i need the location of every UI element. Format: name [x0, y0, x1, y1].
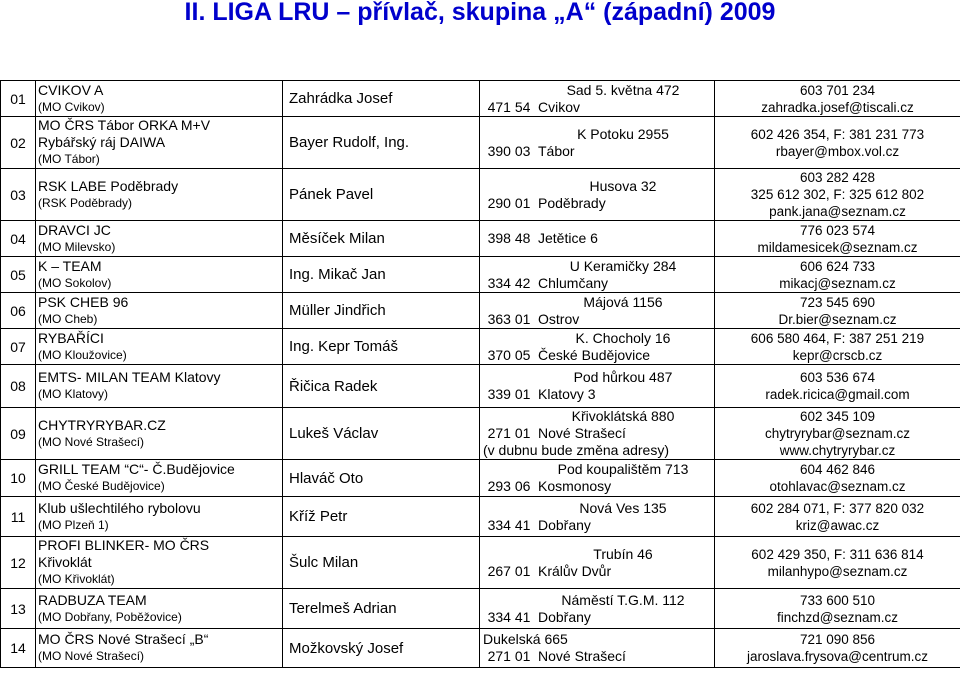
team-address-cell [480, 257, 715, 293]
team-address-cell [480, 408, 715, 460]
address-text: Trubín 46 [593, 545, 653, 562]
contact-info-line: jaroslava.frysova@centrum.cz [746, 649, 928, 664]
table-row [1, 629, 960, 668]
address-text: Klatovy 3 [538, 386, 596, 402]
team-club-cell [36, 365, 283, 408]
table-row [1, 329, 960, 365]
address-text: Nová Ves 135 [579, 499, 667, 516]
team-name: CHYTRYRYBAR.CZ [38, 416, 166, 433]
table-row [1, 537, 960, 589]
contact-info-line: 733 600 510 [799, 592, 876, 608]
team-contact-info [715, 365, 960, 408]
postal-code: 398 48 [487, 230, 531, 246]
team-club-cell [36, 589, 283, 629]
team-contact-info [715, 537, 960, 589]
address-text: Nové Strašecí [538, 648, 626, 664]
team-contact-info [715, 81, 960, 117]
team-name: CVIKOV A [38, 81, 104, 98]
page-title: II. LIGA LRU – přívlač, skupina „A“ (západní) 2009 [184, 0, 776, 26]
team-address-cell [480, 629, 715, 668]
team-number: 11 [1, 497, 36, 537]
team-number: 01 [1, 81, 36, 117]
address-text: Králův Dvůr [538, 562, 612, 579]
team-contact-person: Lukeš Václav [283, 408, 480, 460]
address-line [480, 408, 712, 425]
contact-info-line: kriz@awac.cz [795, 517, 880, 533]
team-organization: (MO Klatovy) [38, 387, 109, 401]
address-text: Tábor [538, 142, 575, 159]
team-name: MO ČRS Tábor ORKA M+V [38, 117, 211, 133]
postal-code: 271 01 [487, 425, 531, 441]
team-club-cell [36, 169, 283, 221]
team-contact-person: Ing. Mikač Jan [283, 257, 480, 293]
address-text: Sad 5. května 472 [566, 81, 680, 98]
team-number: 14 [1, 629, 36, 668]
team-address-cell [480, 365, 715, 408]
contact-info-line: otohlavac@seznam.cz [769, 479, 906, 494]
team-contact-person: Kříž Petr [283, 497, 480, 537]
address-text: Ostrov [538, 310, 580, 327]
team-organization: (MO Nové Strašecí) [38, 434, 145, 449]
address-line [480, 478, 712, 495]
team-contact-info [715, 221, 960, 257]
table-row [1, 460, 960, 497]
team-number: 12 [1, 537, 36, 589]
postal-code: 334 41 [487, 516, 531, 533]
team-number: 04 [1, 221, 36, 257]
postal-code: 334 42 [487, 274, 531, 291]
address-text: Jetětice 6 [538, 230, 598, 246]
team-contact-info [715, 257, 960, 293]
contact-info-line: rbayer@mbox.vol.cz [775, 143, 900, 159]
address-line [480, 195, 712, 212]
contact-info-line: 603 701 234 [799, 82, 876, 98]
address-line [480, 369, 712, 386]
team-address-cell [480, 169, 715, 221]
team-name: RYBAŘÍCI [38, 329, 104, 346]
team-organization: (MO Cheb) [38, 311, 98, 326]
contact-info-line: 606 624 733 [799, 258, 876, 274]
contact-info-line: 603 282 428 [799, 170, 876, 185]
team-number: 03 [1, 169, 36, 221]
team-contact-info [715, 169, 960, 221]
team-organization: (MO Kloužovice) [38, 347, 127, 362]
team-organization: (RSK Poděbrady) [38, 195, 133, 210]
postal-code: 471 54 [487, 98, 531, 115]
table-row [1, 408, 960, 460]
address-text: Májová 1156 [583, 293, 663, 310]
contact-info-line: kepr@crscb.cz [792, 347, 883, 363]
team-name: PSK CHEB 96 [38, 293, 129, 310]
address-text: Husova 32 [589, 177, 657, 194]
address-text: Poděbrady [538, 194, 606, 211]
address-line [480, 294, 712, 311]
contact-info-line: radek.ricica@gmail.com [765, 387, 910, 402]
team-club-cell [36, 629, 283, 668]
address-text: Dobřany [538, 608, 591, 625]
team-name: GRILL TEAM “C“- Č.Budějovice [38, 461, 235, 477]
team-contact-info [715, 497, 960, 537]
postal-code: 390 03 [487, 142, 531, 159]
team-organization: (MO České Budějovice) [38, 479, 165, 493]
address-text: U Keramičky 284 [569, 257, 677, 274]
team-name: EMTS- MILAN TEAM Klatovy [38, 369, 221, 385]
address-line [480, 609, 712, 626]
address-line [480, 517, 712, 534]
team-club-cell [36, 329, 283, 365]
table-row [1, 221, 960, 257]
address-line [480, 500, 712, 517]
team-contact-person: Müller Jindřich [283, 293, 480, 329]
team-contact-info [715, 629, 960, 668]
contact-info-line: www.chytryrybar.cz [779, 443, 896, 458]
team-contact-info [715, 117, 960, 169]
address-line: Dukelská 665 [483, 631, 568, 647]
address-line [480, 546, 712, 563]
team-name: K – TEAM [38, 257, 102, 274]
address-text: Nové Strašecí [538, 425, 626, 441]
postal-code: 363 01 [487, 310, 531, 327]
address-text: Pod hůrkou 487 [573, 369, 673, 385]
address-line [480, 461, 712, 478]
team-address-cell [480, 460, 715, 497]
team-name: MO ČRS Nové Strašecí „B“ [38, 631, 209, 647]
team-organization: (MO Tábor) [38, 152, 100, 166]
team-organization: (MO Cvikov) [38, 99, 105, 114]
team-name: PROFI BLINKER- MO ČRS [38, 537, 210, 553]
team-name: DRAVCI JC [38, 221, 111, 238]
table-row [1, 81, 960, 117]
address-text: K Potoku 2955 [577, 125, 669, 142]
team-contact-info [715, 408, 960, 460]
contact-info-line: 602 345 109 [799, 409, 876, 424]
contact-info-line: chytryrybar@seznam.cz [765, 426, 910, 441]
contact-info-line: mildamesicek@seznam.cz [757, 239, 918, 255]
team-roster-table [0, 80, 960, 668]
address-text: Kosmonosy [538, 478, 612, 494]
team-address-cell [480, 329, 715, 365]
address-line [480, 82, 712, 99]
team-contact-person: Šulc Milan [283, 537, 480, 589]
contact-info-line: 603 536 674 [799, 370, 876, 385]
team-organization: (MO Nové Strašecí) [38, 649, 145, 663]
team-number: 09 [1, 408, 36, 460]
team-number: 07 [1, 329, 36, 365]
team-club-cell [36, 257, 283, 293]
address-line [480, 99, 712, 116]
postal-code: 293 06 [487, 478, 531, 494]
table-row [1, 169, 960, 221]
team-address-cell [480, 293, 715, 329]
team-organization: (MO Milevsko) [38, 239, 116, 254]
team-organization: (MO Dobřany, Poběžovice) [38, 609, 182, 624]
table-row [1, 257, 960, 293]
team-contact-person: Ing. Kepr Tomáš [283, 329, 480, 365]
table-row [1, 365, 960, 408]
address-line [480, 275, 712, 292]
team-number: 13 [1, 589, 36, 629]
address-text: Chlumčany [538, 274, 609, 291]
address-line [480, 347, 712, 364]
contact-info-line: 776 023 574 [799, 222, 876, 238]
team-club-cell [36, 460, 283, 497]
address-line [480, 386, 712, 403]
address-text: Dobřany [538, 516, 591, 533]
team-contact-person: Řičica Radek [283, 365, 480, 408]
team-contact-person: Měsíček Milan [283, 221, 480, 257]
team-contact-person: Pánek Pavel [283, 169, 480, 221]
team-contact-info [715, 329, 960, 365]
team-name: Křivoklát [38, 554, 92, 570]
team-club-cell [36, 117, 283, 169]
address-line: (v dubnu bude změna adresy) [483, 442, 669, 458]
team-number: 02 [1, 117, 36, 169]
table-row [1, 497, 960, 537]
team-name: Klub ušlechtilého rybolovu [38, 499, 201, 516]
team-club-cell [36, 537, 283, 589]
contact-info-line: 602 284 071, F: 377 820 032 [750, 500, 925, 516]
team-organization: (MO Sokolov) [38, 275, 112, 290]
team-contact-person: Zahrádka Josef [283, 81, 480, 117]
address-text: Náměstí T.G.M. 112 [561, 591, 685, 608]
team-contact-person: Terelmeš Adrian [283, 589, 480, 629]
table-row [1, 589, 960, 629]
team-club-cell [36, 81, 283, 117]
address-line [480, 143, 712, 160]
table-row [1, 117, 960, 169]
team-club-cell [36, 497, 283, 537]
contact-info-line: 606 580 464, F: 387 251 219 [750, 330, 925, 346]
table-row [1, 293, 960, 329]
address-text: Křivoklátská 880 [571, 408, 675, 424]
team-contact-info [715, 460, 960, 497]
address-text: České Budějovice [538, 346, 651, 363]
team-organization: (MO Křivoklát) [38, 572, 115, 586]
contact-info-line: 723 545 690 [799, 294, 876, 310]
team-club-cell [36, 221, 283, 257]
address-line [480, 592, 712, 609]
team-contact-info [715, 293, 960, 329]
contact-info-line: 325 612 302, F: 325 612 802 [750, 187, 925, 202]
contact-info-line: pank.jana@seznam.cz [769, 204, 906, 219]
postal-code: 334 41 [487, 608, 531, 625]
postal-code: 339 01 [487, 386, 531, 402]
address-line [480, 311, 712, 328]
team-address-cell [480, 537, 715, 589]
team-club-cell [36, 408, 283, 460]
team-contact-person: Možkovský Josef [283, 629, 480, 668]
address-line [480, 563, 712, 580]
postal-code: 370 05 [487, 346, 531, 363]
team-address-cell [480, 221, 715, 257]
address-line [480, 178, 712, 195]
postal-code: 290 01 [487, 194, 531, 211]
team-club-cell [36, 293, 283, 329]
team-address-cell [480, 117, 715, 169]
address-text: K. Chocholy 16 [575, 329, 671, 346]
contact-info-line: mikacj@seznam.cz [779, 275, 896, 291]
team-organization: (MO Plzeň 1) [38, 517, 109, 532]
address-text: Cvikov [538, 98, 581, 115]
team-contact-person: Bayer Rudolf, Ing. [283, 117, 480, 169]
postal-code: 267 01 [487, 562, 531, 579]
team-contact-person: Hlaváč Oto [283, 460, 480, 497]
team-number: 10 [1, 460, 36, 497]
address-line [480, 425, 712, 442]
team-address-cell [480, 589, 715, 629]
contact-info-line: finchzd@seznam.cz [777, 609, 898, 625]
team-number: 05 [1, 257, 36, 293]
address-line [480, 258, 712, 275]
team-name: RSK LABE Poděbrady [38, 177, 179, 194]
contact-info-line: milanhypo@seznam.cz [767, 563, 908, 579]
postal-code: 271 01 [487, 648, 531, 664]
team-number: 08 [1, 365, 36, 408]
team-contact-info [715, 589, 960, 629]
address-line [480, 230, 712, 247]
contact-info-line: 602 429 350, F: 311 636 814 [751, 546, 924, 562]
team-name: RADBUZA TEAM [38, 591, 147, 608]
contact-info-line: Dr.bier@seznam.cz [778, 311, 897, 327]
address-text: Pod koupalištěm 713 [557, 461, 689, 477]
team-address-cell [480, 497, 715, 537]
address-line [480, 330, 712, 347]
team-address-cell [480, 81, 715, 117]
contact-info-line: 721 090 856 [799, 632, 876, 647]
contact-info-line: 604 462 846 [799, 462, 876, 477]
address-line [480, 126, 712, 143]
contact-info-line: zahradka.josef@tiscali.cz [761, 99, 914, 115]
team-number: 06 [1, 293, 36, 329]
address-line [480, 648, 712, 665]
team-name: Rybářský ráj DAIWA [38, 134, 166, 150]
contact-info-line: 602 426 354, F: 381 231 773 [750, 126, 925, 142]
